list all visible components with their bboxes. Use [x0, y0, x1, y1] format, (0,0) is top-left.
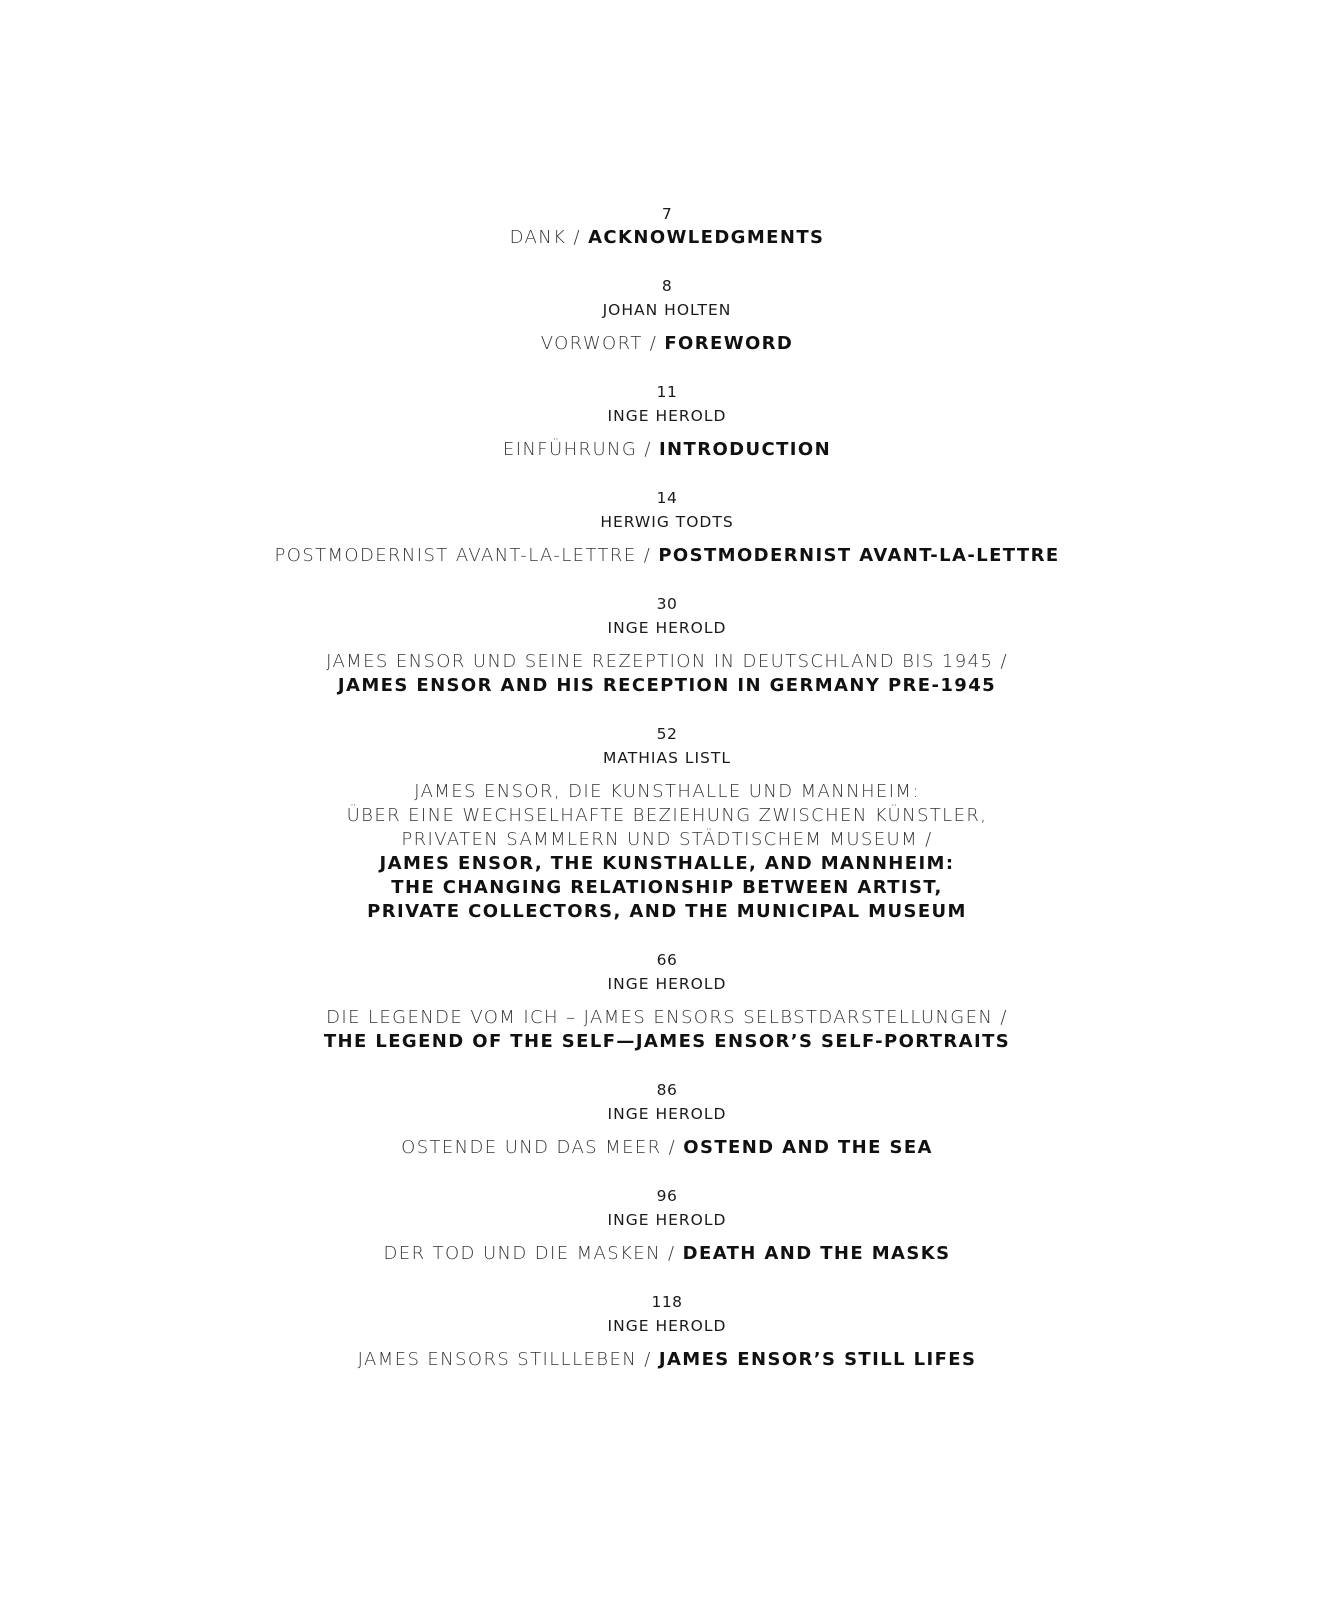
- toc-title-english-line: THE CHANGING RELATIONSHIP BETWEEN ARTIST,: [391, 877, 943, 898]
- toc-title-german: JAMES ENSORS STILLLEBEN: [357, 1349, 638, 1370]
- toc-author: INGE HEROLD: [607, 619, 727, 637]
- toc-title: [0, 650, 1334, 698]
- toc-title: [0, 438, 1334, 462]
- toc-page-number: 66: [656, 951, 678, 969]
- toc-title: [0, 1136, 1334, 1160]
- toc-entry: [0, 722, 1334, 924]
- toc-page-number: 86: [656, 1081, 678, 1099]
- toc-title-german-line: PRIVATEN SAMMLERN UND STÄDTISCHEM MUSEUM /: [401, 829, 933, 850]
- toc-entry: [0, 274, 1334, 356]
- toc-author: HERWIG TODTS: [600, 513, 734, 531]
- toc-title-german: EINFÜHRUNG: [502, 439, 638, 460]
- toc-author: INGE HEROLD: [607, 1317, 727, 1335]
- toc-title: [0, 544, 1334, 568]
- toc-page-number: 96: [656, 1187, 678, 1205]
- title-separator: /: [636, 545, 659, 566]
- toc-author: INGE HEROLD: [607, 407, 727, 425]
- toc-title-english-line: JAMES ENSOR, THE KUNSTHALLE, AND MANNHEIM:: [379, 853, 955, 874]
- toc-page-number: 8: [661, 277, 673, 295]
- toc-author: INGE HEROLD: [607, 1211, 727, 1229]
- toc-entry: [0, 1290, 1334, 1372]
- toc-page-number: 30: [656, 595, 678, 613]
- title-separator: /: [660, 1243, 683, 1264]
- toc-author: INGE HEROLD: [607, 1105, 727, 1123]
- toc-title-german-line: DIE LEGENDE VOM ICH – JAMES ENSORS SELBSTDARSTELLUNGEN /: [326, 1007, 1008, 1028]
- toc-title: [0, 1348, 1334, 1372]
- toc-title-german: POSTMODERNIST AVANT-LA-LETTRE: [274, 545, 637, 566]
- toc-page-number: 52: [656, 725, 678, 743]
- table-of-contents: [0, 202, 1334, 1396]
- toc-author: JOHAN HOLTEN: [602, 301, 732, 319]
- toc-title: [0, 332, 1334, 356]
- toc-author: INGE HEROLD: [607, 975, 727, 993]
- toc-title: [0, 1242, 1334, 1266]
- toc-title-german: DANK: [509, 227, 567, 248]
- toc-entry: [0, 1184, 1334, 1266]
- toc-title-german: DER TOD UND DIE MASKEN: [383, 1243, 661, 1264]
- toc-page-number: 118: [651, 1293, 683, 1311]
- toc-title-english: ACKNOWLEDGMENTS: [588, 227, 825, 248]
- toc-title-german-line: ÜBER EINE WECHSELHAFTE BEZIEHUNG ZWISCHEN KÜNSTLER,: [346, 805, 988, 826]
- toc-page-number: 7: [661, 205, 673, 223]
- toc-title-english: INTRODUCTION: [658, 439, 832, 460]
- toc-title-german-line: JAMES ENSOR UND SEINE REZEPTION IN DEUTSCHLAND BIS 1945 /: [326, 651, 1008, 672]
- toc-title-english-line: PRIVATE COLLECTORS, AND THE MUNICIPAL MUSEUM: [367, 901, 967, 922]
- toc-entry: [0, 1078, 1334, 1160]
- toc-title-english-line: JAMES ENSOR AND HIS RECEPTION IN GERMANY PRE-1945: [337, 675, 997, 696]
- toc-title: [0, 780, 1334, 924]
- toc-title-english: JAMES ENSOR’S STILL LIFES: [658, 1349, 977, 1370]
- title-separator: /: [637, 1349, 659, 1370]
- title-separator: /: [642, 333, 665, 354]
- toc-title-english: FOREWORD: [664, 333, 794, 354]
- toc-title-german: VORWORT: [540, 333, 643, 354]
- toc-title-english: DEATH AND THE MASKS: [682, 1243, 951, 1264]
- title-separator: /: [637, 439, 659, 460]
- toc-title: [0, 1006, 1334, 1054]
- toc-entry: [0, 380, 1334, 462]
- toc-page-number: 14: [656, 489, 678, 507]
- title-separator: /: [661, 1137, 684, 1158]
- toc-title-english: POSTMODERNIST AVANT-LA-LETTRE: [658, 545, 1060, 566]
- toc-entry: [0, 592, 1334, 698]
- toc-author: MATHIAS LISTL: [603, 749, 731, 767]
- toc-title-german-line: JAMES ENSOR, DIE KUNSTHALLE UND MANNHEIM:: [414, 781, 920, 802]
- toc-entry: [0, 202, 1334, 250]
- toc-title-english-line: THE LEGEND OF THE SELF—JAMES ENSOR’S SELF-PORTRAITS: [323, 1031, 1011, 1052]
- toc-title: [0, 226, 1334, 250]
- title-separator: /: [566, 227, 589, 248]
- toc-entry: [0, 948, 1334, 1054]
- toc-entry: [0, 486, 1334, 568]
- toc-page-number: 11: [656, 383, 678, 401]
- toc-title-german: OSTENDE UND DAS MEER: [401, 1137, 662, 1158]
- toc-title-english: OSTEND AND THE SEA: [683, 1137, 933, 1158]
